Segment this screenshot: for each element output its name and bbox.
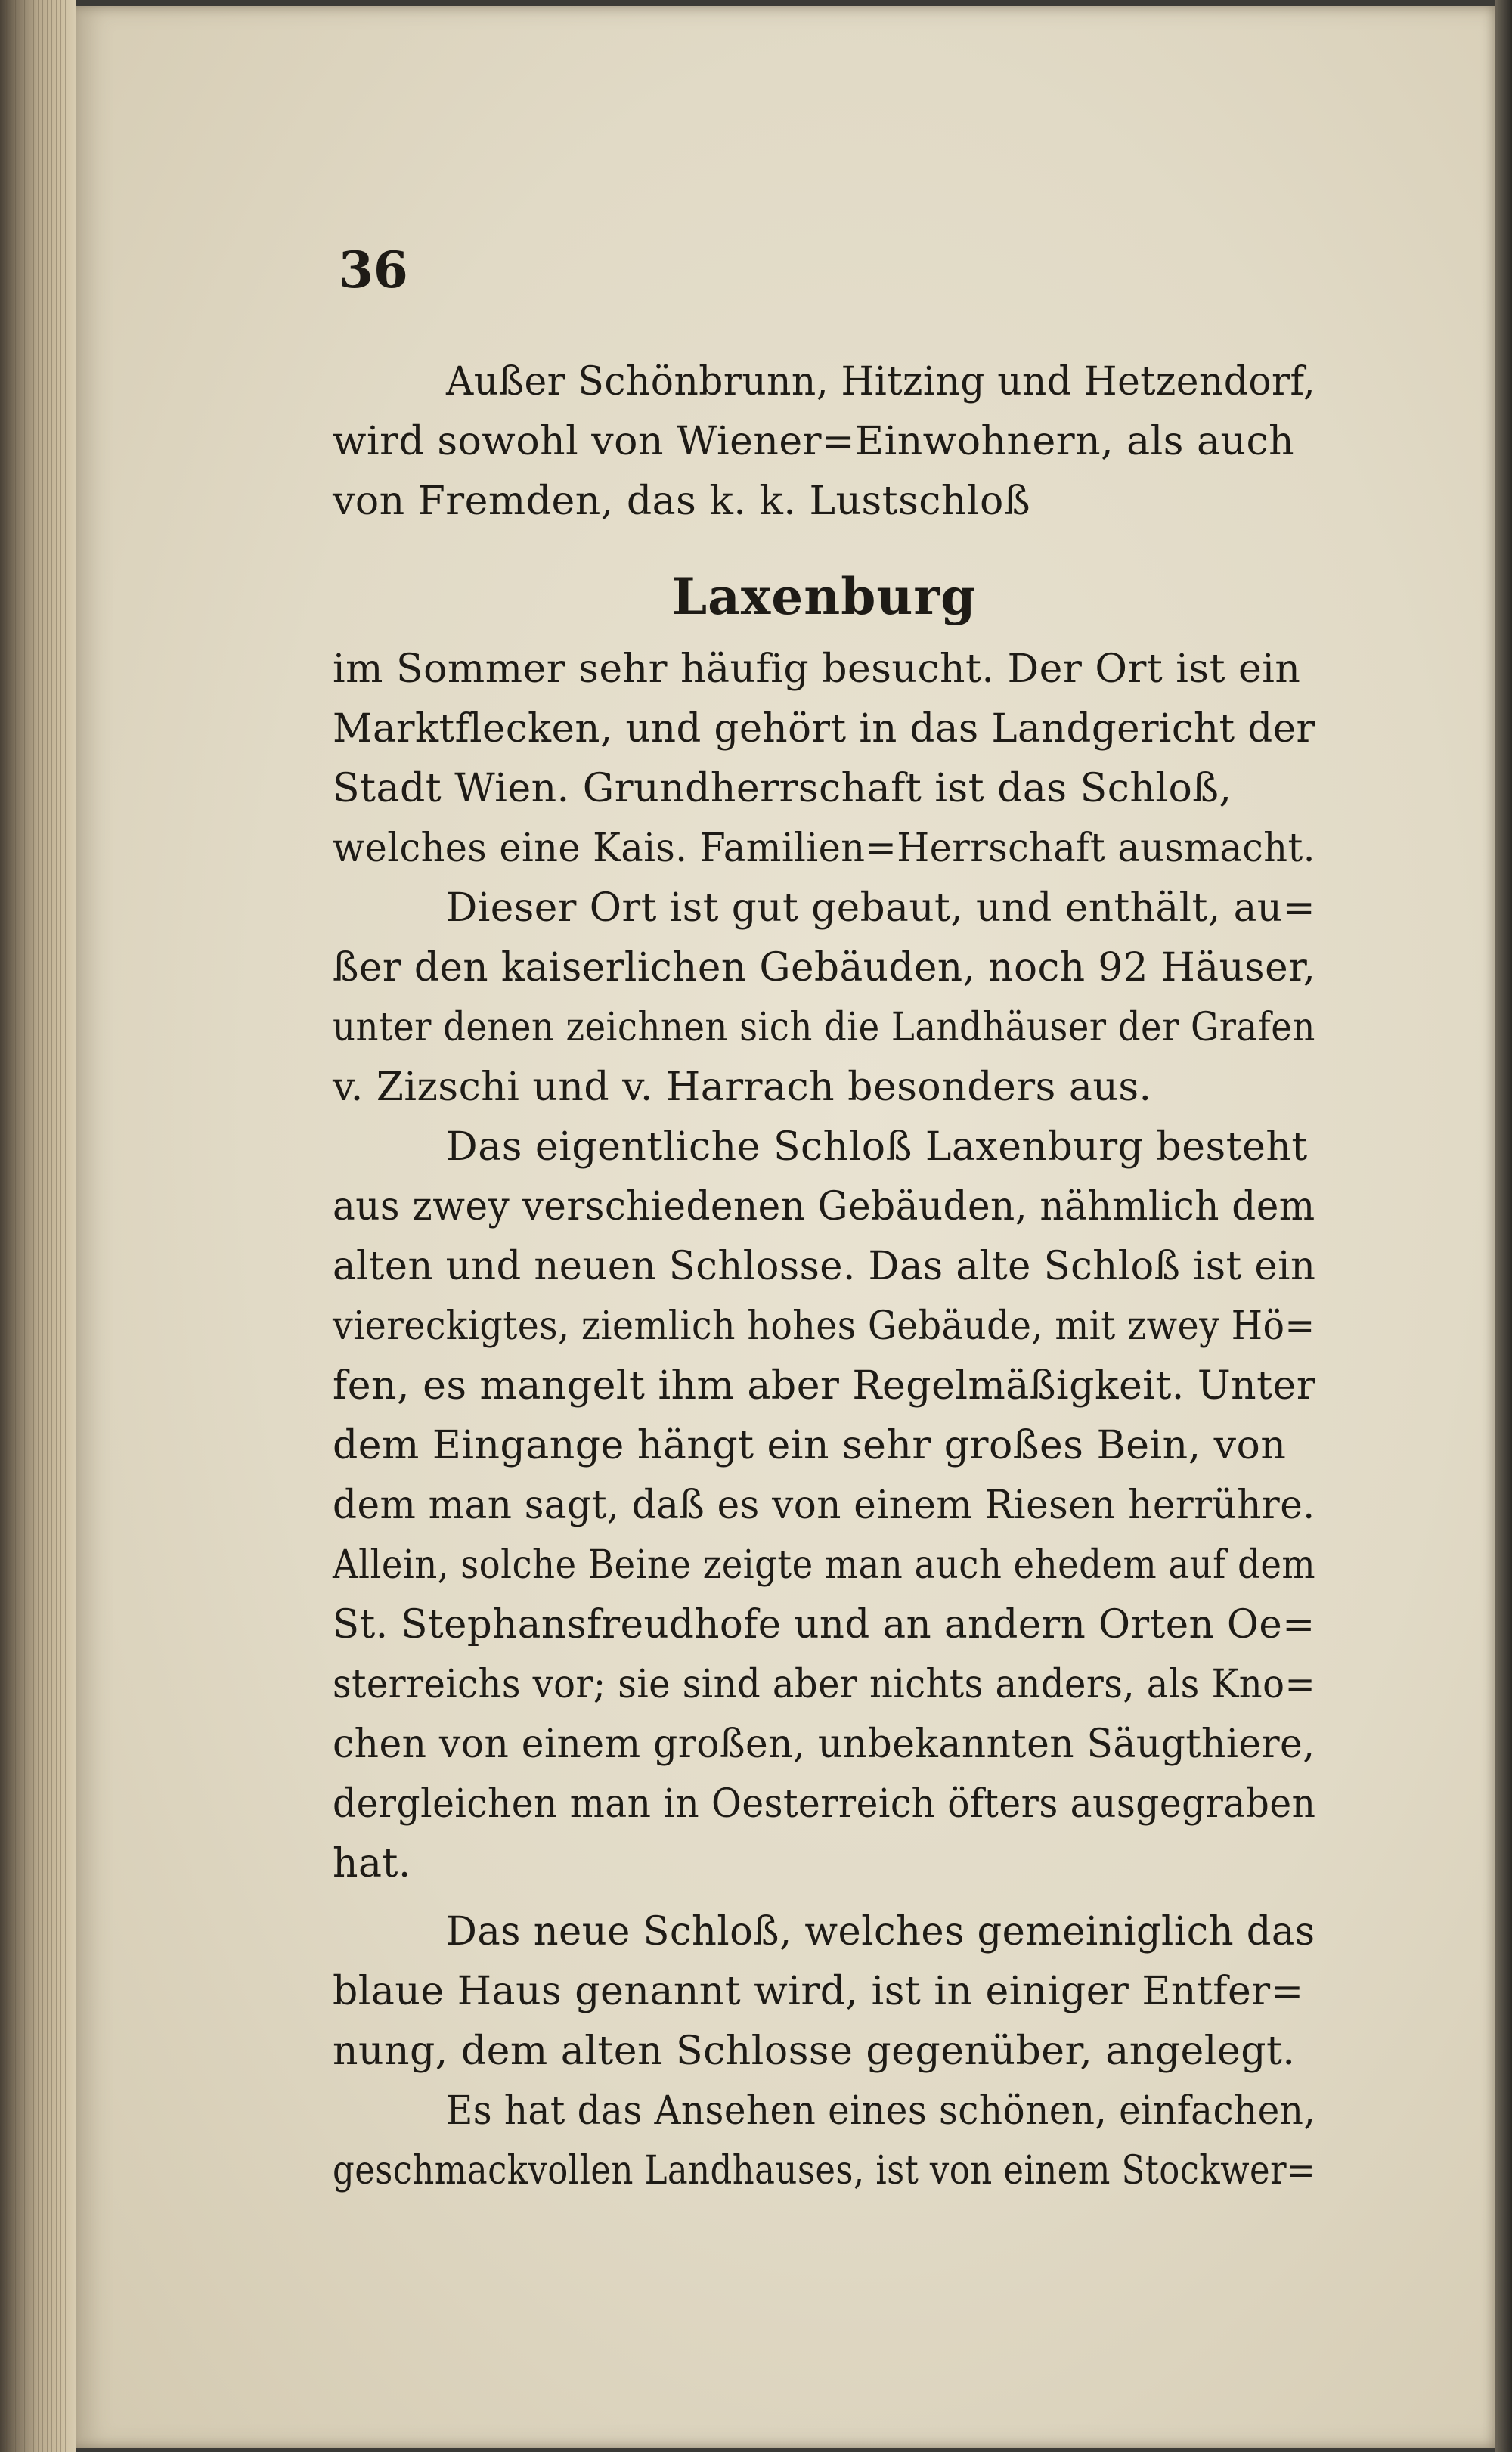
- text-line: ßer den kaiserlichen Gebäuden, noch 92 Häuser,: [333, 945, 1316, 990]
- text-line: welches eine Kais. Familien=Herrschaft ausmacht.: [333, 826, 1315, 871]
- text-line: Das eigentliche Schloß Laxenburg besteht: [446, 1124, 1308, 1170]
- text-line: im Sommer sehr häufig besucht. Der Ort ist ein: [333, 646, 1301, 692]
- page-edge-texture: [6, 0, 70, 2452]
- text-line: Dieser Ort ist gut gebaut, und enthält, au=: [446, 885, 1316, 931]
- text-line: aus zwey verschiedenen Gebäuden, nähmlich dem: [333, 1184, 1315, 1229]
- text-line: sterreichs vor; sie sind aber nichts anders, als Kno=: [333, 1662, 1316, 1707]
- text-line: Allein, solche Beine zeigte man auch ehedem auf dem: [333, 1542, 1316, 1588]
- text-line: wird sowohl von Wiener=Einwohnern, als auch: [333, 419, 1295, 464]
- text-line: alten und neuen Schlosse. Das alte Schloß ist ein: [333, 1244, 1316, 1289]
- text-line: v. Zizschi und v. Harrach besonders aus.: [333, 1065, 1152, 1110]
- text-line: dem man sagt, daß es von einem Riesen herrühre.: [333, 1483, 1315, 1528]
- text-line: Das neue Schloß, welches gemeiniglich das: [446, 1909, 1315, 1954]
- text-line: geschmackvollen Landhauses, ist von einem Stockwer=: [333, 2148, 1316, 2193]
- text-line: von Fremden, das k. k. Lustschloß: [333, 479, 1031, 524]
- text-line: dergleichen man in Oesterreich öfters ausgegraben: [333, 1781, 1316, 1827]
- text-line: unter denen zeichnen sich die Landhäuser der Grafen: [333, 1005, 1315, 1050]
- section-heading: Laxenburg: [671, 567, 977, 626]
- text-line: Marktflecken, und gehört in das Landgericht der: [333, 706, 1315, 752]
- text-line: hat.: [333, 1841, 411, 1886]
- page-number: 36: [339, 240, 408, 299]
- text-line: dem Eingange hängt ein sehr großes Bein, von: [333, 1423, 1287, 1468]
- text-line: blaue Haus genannt wird, ist in einiger Entfer=: [333, 1969, 1304, 2014]
- book-page-edge: [0, 0, 76, 2452]
- text-line: Außer Schönbrunn, Hitzing und Hetzendorf,: [446, 359, 1316, 405]
- text-line: Es hat das Ansehen eines schönen, einfachen,: [446, 2088, 1316, 2134]
- text-line: nung, dem alten Schlosse gegenüber, angelegt.: [333, 2029, 1296, 2074]
- text-line: St. Stephansfreudhofe und an andern Orten Oe=: [333, 1602, 1315, 1648]
- text-line: chen von einem großen, unbekannten Säugthiere,: [333, 1722, 1315, 1767]
- text-line: viereckigtes, ziemlich hohes Gebäude, mit zwey Hö=: [333, 1303, 1315, 1349]
- text-line: Stadt Wien. Grundherrschaft ist das Schloß,: [333, 766, 1232, 811]
- right-shadow: [1495, 0, 1512, 2452]
- text-line: fen, es mangelt ihm aber Regelmäßigkeit. Unter: [333, 1363, 1316, 1409]
